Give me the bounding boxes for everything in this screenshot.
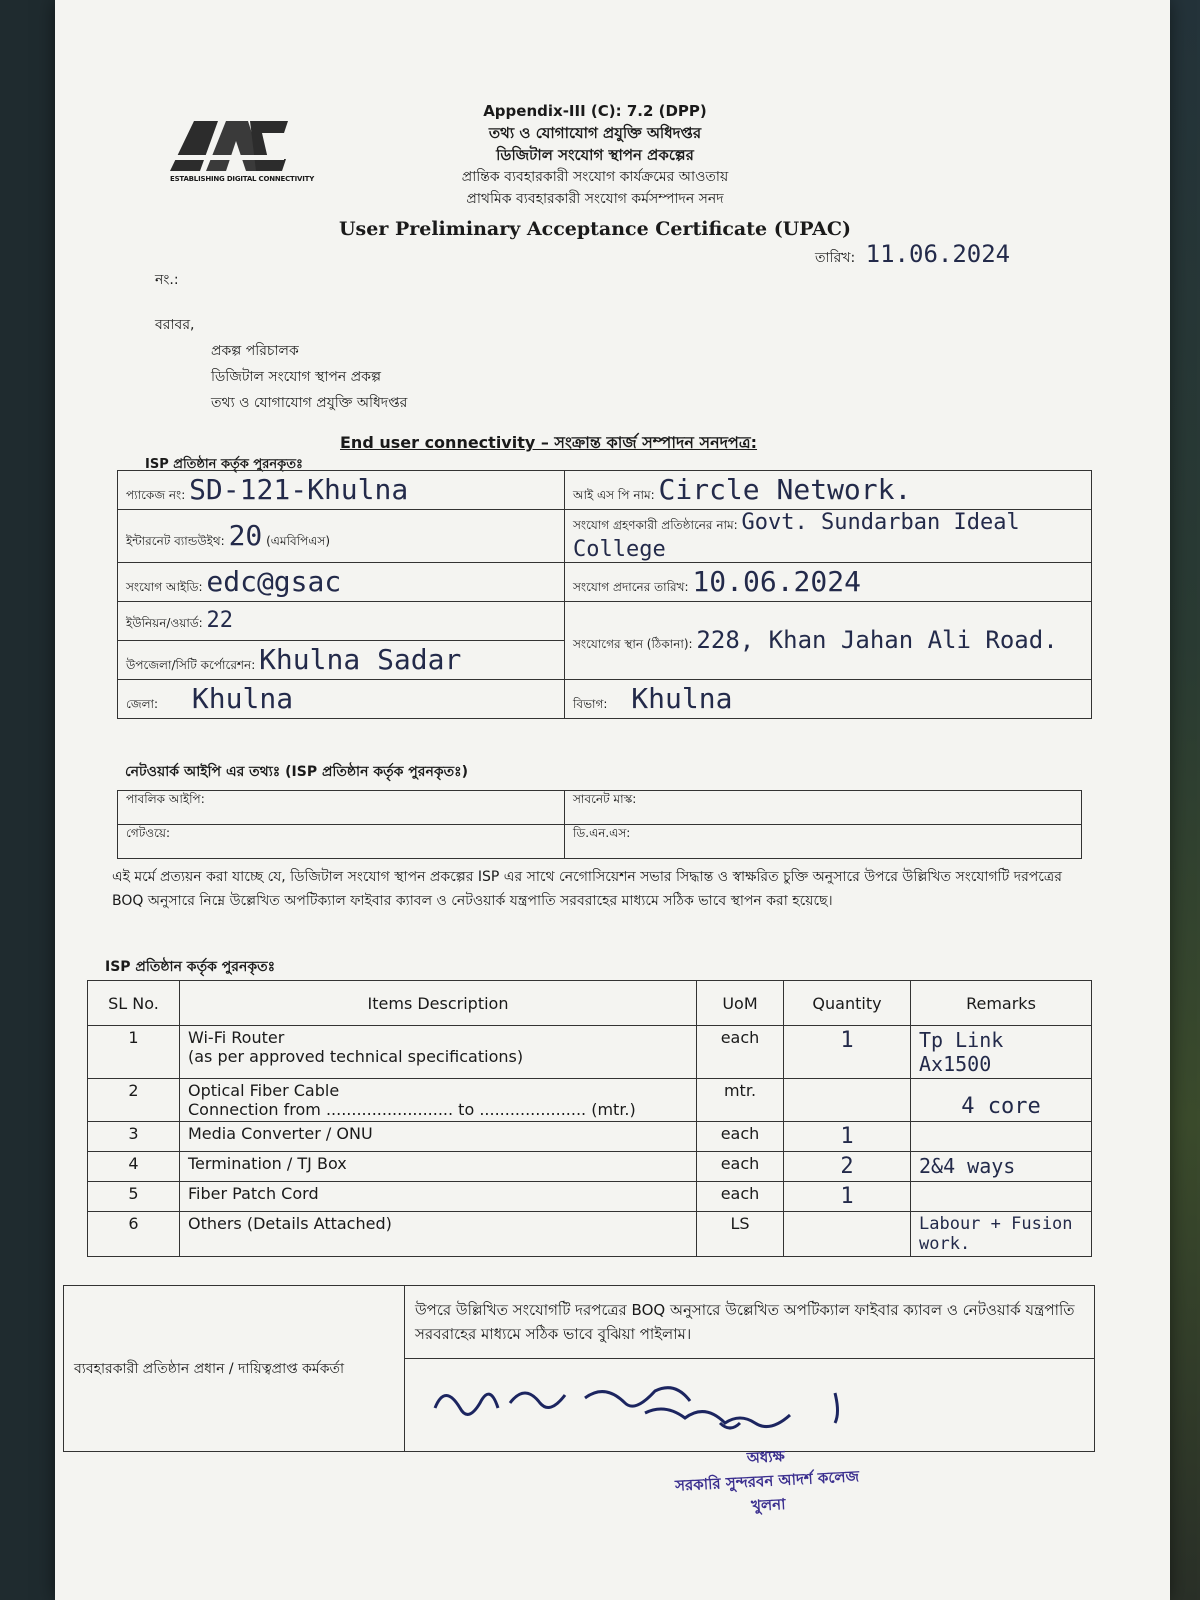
table-row: 3 Media Converter / ONU each 1 <box>88 1122 1092 1152</box>
division-cell: বিভাগ: Khulna <box>565 680 1092 719</box>
reference-label: নং.: <box>155 272 179 288</box>
signature-cell <box>405 1359 1095 1452</box>
col-desc: Items Description <box>180 981 697 1026</box>
conn-date-cell: সংযোগ প্রদানের তারিখ: 10.06.2024 <box>565 563 1092 602</box>
header-block <box>335 100 855 210</box>
conn-date-value: 10.06.2024 <box>692 565 861 598</box>
col-qty: Quantity <box>784 981 911 1026</box>
signoff-table <box>63 1285 1095 1452</box>
package-value: SD-121-Khulna <box>189 473 409 506</box>
stamp-location: খুলনা <box>750 1495 786 1515</box>
public-ip-cell: পাবলিক আইপি: <box>118 791 565 825</box>
official-stamp <box>673 1440 861 1522</box>
table-row: 5 Fiber Patch Cord each 1 <box>88 1182 1092 1212</box>
isp-name-value: Circle Network. <box>658 473 912 506</box>
subnet-cell: সাবনেট মাস্ক: <box>565 791 1082 825</box>
address-value: 228, Khan Jahan Ali Road. <box>696 625 1058 654</box>
handwritten-signature <box>415 1368 875 1438</box>
items-table <box>87 980 1092 1257</box>
subject-line: End user connectivity – সংক্রান্ত কার্জ সম্পাদন সনদপত্র: <box>340 433 758 452</box>
edc-logo-icon <box>170 115 290 175</box>
dns-cell: ডি.এন.এস: <box>565 825 1082 859</box>
address-cell: সংযোগের স্থান (ঠিকানা): 228, Khan Jahan Ali Road. <box>565 602 1092 680</box>
isp-section-caption: ISP প্রতিষ্ঠান কর্তৃক পুরনকৃতঃ <box>145 457 303 472</box>
certificate-page <box>55 0 1170 1600</box>
page-title: User Preliminary Acceptance Certificate (UPAC) <box>338 218 852 240</box>
declaration-text: এই মর্মে প্রত্যয়ন করা যাচ্ছে যে, ডিজিটাল সংযোগ স্থাপন প্রকল্পের ISP এর সাথে নেগোসিয়েশন সভার সিদ্ধান্ত ও স্বাক্ষরিত চুক্তি অনুসারে উপরে উল্লিখিত সংযোগটি দরপত্রের BOQ অনুসারে নিম্নে উল্লেখিত অপটিক্যাল ফাইবার ক্যাবল ও নেটওয়ার্ক যন্ত্রপাতি সরবরাহের মাধ্যমে সঠিক ভাবে স্থাপন করা হয়েছে। <box>112 869 1062 909</box>
header-project: ডিজিটাল সংযোগ স্থাপন প্রকল্পের <box>496 146 694 164</box>
date-value: 11.06.2024 <box>865 240 1011 268</box>
network-section-caption: নেটওয়ার্ক আইপি এর তথ্যঃ (ISP প্রতিষ্ঠান কর্তৃক পুরনকৃতঃ) <box>125 764 469 780</box>
addressee-line: প্রকল্প পরিচালক <box>211 343 299 359</box>
item-description: Media Converter / ONU <box>180 1122 697 1152</box>
table-row: 1 Wi-Fi Router (as per approved technical specifications) each 1 Tp Link Ax1500 <box>88 1026 1092 1079</box>
table-row: 2 Optical Fiber Cable Connection from ......................... to ..................... (mtr.) mtr. 4 core <box>88 1079 1092 1122</box>
items-section-caption: ISP প্রতিষ্ঠান কর্তৃক পুরনকৃতঃ <box>105 959 276 975</box>
item-description: Termination / TJ Box <box>180 1152 697 1182</box>
connection-info-table <box>117 470 1092 719</box>
network-info-table <box>117 790 1082 859</box>
header-dept: তথ্য ও যোগাযোগ প্রযুক্তি অধিদপ্তর <box>488 124 702 142</box>
addressee-line: ডিজিটাল সংযোগ স্থাপন প্রকল্প <box>211 369 381 385</box>
addressee-line: তথ্য ও যোগাযোগ প্রযুক্তি অধিদপ্তর <box>211 395 408 411</box>
date-label: তারিখ: <box>815 250 856 266</box>
header-scope: প্রান্তিক ব্যবহারকারী সংযোগ কার্যক্রমের আওতায় <box>461 169 729 185</box>
stamp-title: অধ্যক্ষ <box>746 1447 786 1468</box>
conn-id-value: edc@gsac <box>206 565 342 598</box>
district-cell: জেলা: Khulna <box>118 680 565 719</box>
items-header-row <box>88 981 1092 1026</box>
appendix-label: Appendix-III (C): 7.2 (DPP) <box>483 102 707 120</box>
item-description: Others (Details Attached) <box>180 1212 697 1257</box>
logo-tagline: ESTABLISHING DIGITAL CONNECTIVITY <box>170 175 315 183</box>
item-description: Fiber Patch Cord <box>180 1182 697 1212</box>
bandwidth-cell: ইন্টারনেট ব্যান্ডউইথ: 20 (এমবিপিএস) <box>118 510 565 563</box>
addressee-block <box>155 312 407 416</box>
item-description: Wi-Fi Router (as per approved technical specifications) <box>180 1026 697 1079</box>
table-row: 4 Termination / TJ Box each 2 2&4 ways <box>88 1152 1092 1182</box>
package-cell: প্যাকেজ নং: SD-121-Khulna <box>118 471 565 510</box>
org-value: Govt. Sundarban Ideal College <box>573 510 1020 562</box>
col-uom: UoM <box>697 981 784 1026</box>
upazila-cell: উপজেলা/সিটি কর্পোরেশন: Khulna Sadar <box>118 641 565 680</box>
union-value: 22 <box>206 607 234 633</box>
union-cell: ইউনিয়ন/ওয়ার্ড: 22 <box>118 602 565 641</box>
gateway-cell: গেটওয়ে: <box>118 825 565 859</box>
addressee-greeting: বরাবর, <box>155 317 195 333</box>
col-sl: SL No. <box>88 981 180 1026</box>
stamp-institution: সরকারি সুন্দরবন আদর্শ কলেজ <box>674 1467 860 1495</box>
district-value: Khulna <box>191 682 294 715</box>
date-field <box>815 240 1010 270</box>
signoff-left-label: ব্যবহারকারী প্রতিষ্ঠান প্রধান / দায়িত্বপ্রাপ্ত কর্মকর্তা <box>64 1286 405 1452</box>
col-remarks: Remarks <box>911 981 1092 1026</box>
header-cert-bn: প্রাথমিক ব্যবহারকারী সংযোগ কর্মসম্পাদন সনদ <box>466 191 724 207</box>
org-cell: সংযোগ গ্রহণকারী প্রতিষ্ঠানের নাম: Govt. Sundarban Ideal College <box>565 510 1092 563</box>
upazila-value: Khulna Sadar <box>259 643 462 676</box>
table-row: 6 Others (Details Attached) LS Labour + Fusion work. <box>88 1212 1092 1257</box>
division-value: Khulna <box>631 682 733 715</box>
item-description: Optical Fiber Cable Connection from ......................... to ..................... (mtr.) <box>180 1079 697 1122</box>
edc-logo <box>170 115 315 195</box>
conn-id-cell: সংযোগ আইডি: edc@gsac <box>118 563 565 602</box>
signoff-acknowledgement: উপরে উল্লিখিত সংযোগটি দরপত্রের BOQ অনুসারে উল্লেখিত অপটিক্যাল ফাইবার ক্যাবল ও নেটওয়ার্ক যন্ত্রপাতি সরবরাহের মাধ্যমে সঠিক ভাবে বুঝিয়া পাইলাম। <box>405 1286 1095 1359</box>
bandwidth-value: 20 <box>228 519 263 552</box>
isp-name-cell: আই এস পি নাম: Circle Network. <box>565 471 1092 510</box>
